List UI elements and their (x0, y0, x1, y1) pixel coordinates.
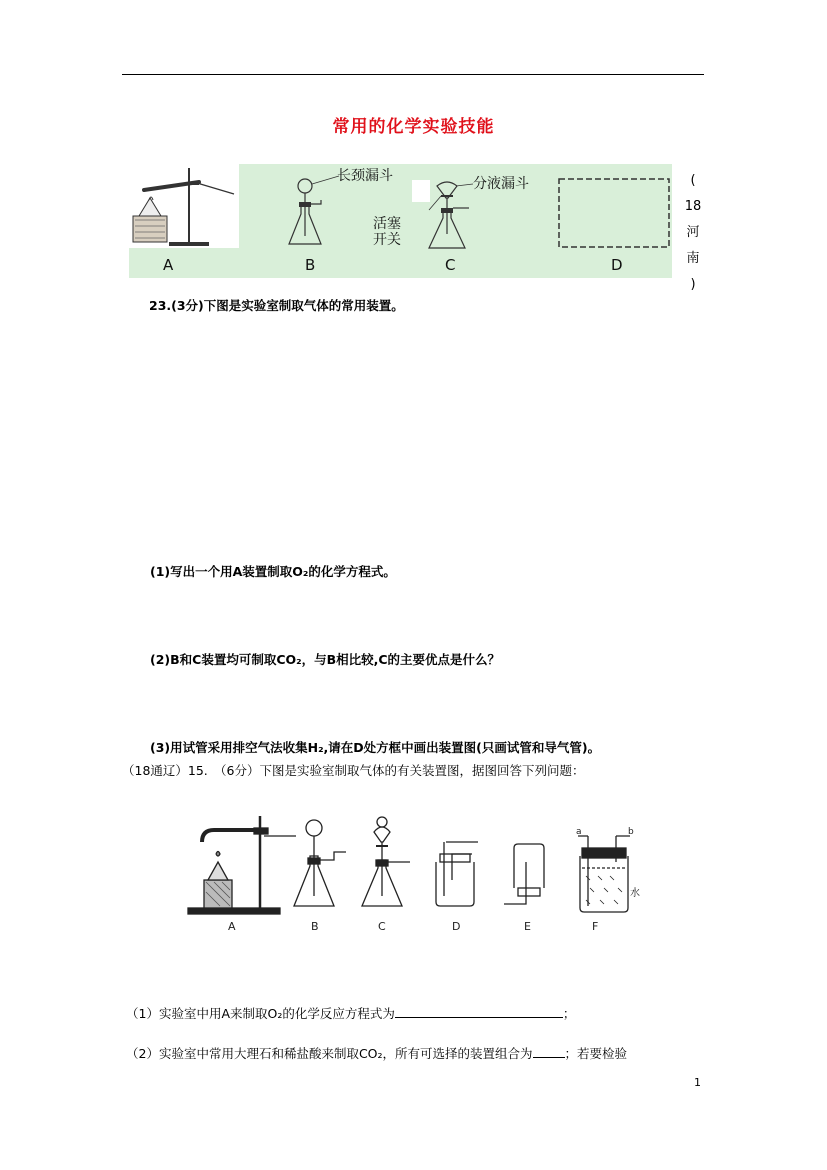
label-f2: F (592, 920, 599, 933)
apparatus-f2 (578, 836, 630, 912)
label-d: D (611, 256, 623, 274)
page-number: 1 (694, 1076, 701, 1089)
apparatus-e2 (504, 844, 544, 904)
label-port-a: a (576, 827, 582, 837)
question-15-sub2-text: （2）实验室中常用大理石和稀盐酸来制取CO₂，所有可选择的装置组合为 (126, 1046, 533, 1061)
label-b: B (305, 256, 316, 274)
source-char: 南 (686, 251, 700, 266)
question-15-sub1-end: ； (562, 1006, 576, 1021)
question-23-sub2: (2)B和C装置均可制取CO₂，与B相比较,C的主要优点是什么？ (150, 652, 501, 667)
figure-apparatus-abcd (129, 164, 672, 278)
label-c2: C (378, 920, 386, 933)
label-d2: D (452, 920, 461, 933)
question-15-sub1 (126, 1004, 575, 1022)
question-23-stem: 23.(3分)下图是实验室制取气体的常用装置。 (149, 298, 404, 313)
label-separatory-funnel: 分液漏斗 (473, 176, 529, 192)
label-water: 水 (630, 888, 640, 899)
page-title: 常用的化学实验技能 (332, 117, 495, 137)
question-23-sub3: (3)用试管采用排空气法收集H₂,请在D处方框中画出装置图(只画试管和导气管)。 (150, 740, 601, 755)
apparatus-a (129, 164, 239, 248)
apparatus-a2 (188, 816, 296, 914)
question-15-sub2-end: ；若要检验 (564, 1046, 628, 1061)
answer-blank-1[interactable] (395, 1004, 563, 1018)
source-note (683, 168, 703, 298)
apparatus-c2 (362, 817, 410, 906)
source-char: 河 (686, 225, 700, 240)
label-a: A (163, 256, 174, 274)
label-b2: B (311, 920, 319, 933)
label-c: C (445, 256, 456, 274)
apparatus-b2 (294, 820, 346, 906)
source-char: ) (690, 277, 696, 292)
question-15-sub1-text: （1）实验室中用A来制取O₂的化学反应方程式为 (126, 1006, 395, 1021)
source-char: 18 (684, 199, 702, 214)
label-port-b: b (628, 827, 634, 837)
question-15-stem: （18通辽）15. （6分）下图是实验室制取气体的有关装置图，据图回答下列问题： (122, 763, 585, 778)
label-stopcock-2: 开关 (373, 232, 401, 248)
answer-blank-2[interactable] (533, 1044, 565, 1058)
label-long-funnel: 长颈漏斗 (337, 168, 393, 184)
source-char: ( (690, 173, 696, 188)
label-a2: A (228, 920, 236, 933)
figure-apparatus-af (184, 806, 640, 936)
question-23-sub1: (1)写出一个用A装置制取O₂的化学方程式。 (150, 564, 396, 579)
label-stopcock-1: 活塞 (373, 216, 401, 232)
apparatus-d2 (436, 842, 478, 906)
label-e2: E (524, 920, 531, 933)
header-rule (122, 74, 704, 75)
question-15-sub2 (126, 1044, 627, 1062)
